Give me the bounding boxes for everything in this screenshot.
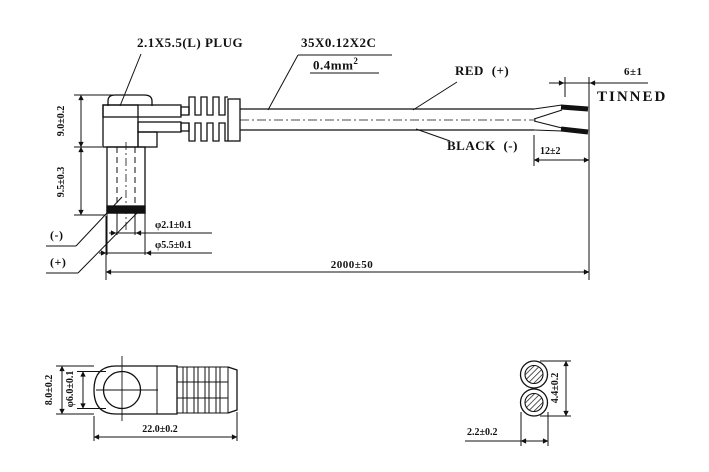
plug-body xyxy=(103,105,138,147)
dim-plug-body-height: 9.0±0.2 xyxy=(56,105,67,137)
dim-plug-body-length: 22.0±0.2 xyxy=(142,424,178,435)
cable-label-leader xyxy=(268,55,298,110)
strain-relief-end xyxy=(228,99,240,141)
conductor-hatched xyxy=(525,394,543,412)
top-view-end-cap xyxy=(228,367,237,413)
plug-lower-flange xyxy=(138,122,181,132)
plug-side-view xyxy=(103,95,240,231)
strain-relief-top xyxy=(189,97,228,115)
label-polarity-plus: (+) xyxy=(50,255,67,269)
cable-cross-section xyxy=(521,361,548,416)
label-cable-area: $0.4mm^2$ xyxy=(313,56,358,73)
plug-top-flange xyxy=(103,105,181,117)
label-plug-type: 2.1X5.5(L) PLUG xyxy=(137,35,244,50)
plug-step xyxy=(138,132,157,147)
plug-dome xyxy=(108,95,152,106)
label-red-wire: RED (+) xyxy=(455,63,510,78)
dimension-lines xyxy=(46,54,648,280)
dim-plug-body-width: 8.0±0.2 xyxy=(44,374,55,406)
dim-plug-dome-diameter: φ6.0±0.1 xyxy=(65,370,76,408)
label-tinned: TINNED xyxy=(597,89,668,105)
label-cable-spec: 35X0.12X2C xyxy=(301,35,377,50)
dim-cable-height: 4.4±0.2 xyxy=(550,372,561,404)
strain-relief-bottom xyxy=(189,123,228,141)
dim-strip-length: 12±2 xyxy=(540,146,561,157)
dim-overall-length: 2000±50 xyxy=(330,259,374,271)
plug-label-leader xyxy=(120,54,141,106)
label-polarity-minus: (-) xyxy=(50,228,64,242)
label-black-wire: BLACK (-) xyxy=(447,138,518,153)
plug-top-view xyxy=(94,356,237,421)
conductor-hatched xyxy=(525,366,543,384)
label-cable-area-exponent: 2 xyxy=(353,56,358,66)
red-tinned-tip xyxy=(561,107,588,109)
dim-plug-barrel-length: 9.5±0.3 xyxy=(56,166,67,198)
red-label-leader xyxy=(413,82,457,110)
dim-tinned-length: 6±1 xyxy=(624,66,643,78)
black-tinned-tip xyxy=(561,129,588,132)
dim-pin-diameter: φ2.1±0.1 xyxy=(155,220,192,231)
dim-cable-width: 2.2±0.2 xyxy=(467,427,498,438)
dim-barrel-diameter: φ5.5±0.1 xyxy=(155,240,192,251)
black-label-leader xyxy=(416,129,450,141)
